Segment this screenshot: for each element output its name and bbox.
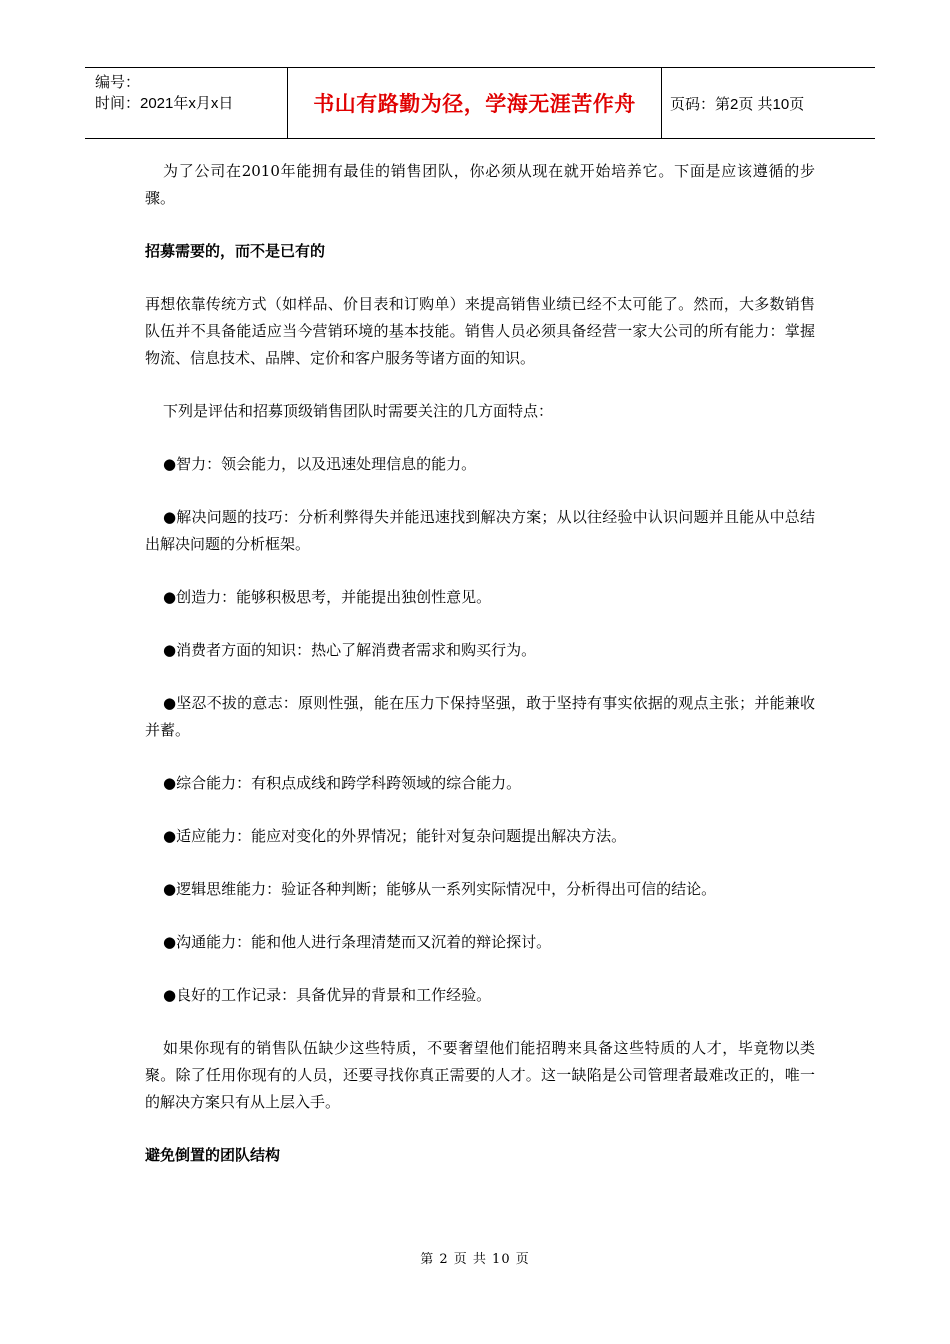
page-header [85, 67, 875, 139]
paragraph-conclusion: 如果你现有的销售队伍缺少这些特质，不要奢望他们能招聘来具备这些特质的人才，毕竟物以类聚。除了任用你现有的人员，还要寻找你真正需要的人才。这一缺陷是公司管理者最难改正的，唯一的解决方案只有从上层入手。 [145, 1039, 815, 1111]
list-item: ●适应能力：能应对变化的外界情况；能针对复杂问题提出解决方法。 [163, 827, 627, 845]
list-item: ●综合能力：有积点成线和跨学科跨领域的综合能力。 [163, 774, 522, 792]
list-item: ●良好的工作记录：具备优异的背景和工作经验。 [163, 986, 492, 1004]
header-meta [85, 68, 287, 138]
number-label: 编号： [95, 74, 141, 91]
header-motto-cell [287, 68, 662, 138]
motto-text: 书山有路勤为径，学海无涯苦作舟 [313, 92, 636, 116]
list-item: ●消费者方面的知识：热心了解消费者需求和购买行为。 [163, 641, 537, 659]
paragraph-traditional: 再想依靠传统方式（如样品、价目表和订购单）来提高销售业绩已经不太可能了。然而，大多数销售队伍并不具备能适应当今营销环境的基本技能。销售人员必须具备经营一家大公司的所有能力：掌握物流、信息技术、品牌、定价和客户服务等诸方面的知识。 [145, 295, 815, 367]
header-page-cell [662, 68, 875, 138]
list-item: ●坚忍不拔的意志：原则性强，能在压力下保持坚强，敢于坚持有事实依据的观点主张；并能兼收并蓄。 [145, 694, 815, 739]
page-info: 页码：第2页 共10页 [670, 95, 805, 113]
section-heading-structure: 避免倒置的团队结构 [145, 1146, 281, 1164]
paragraph-criteria-intro: 下列是评估和招募顶级销售团队时需要关注的几方面特点： [163, 402, 554, 420]
section-heading-recruit: 招募需要的，而不是已有的 [145, 242, 326, 260]
list-item: ●智力：领会能力，以及迅速处理信息的能力。 [163, 455, 477, 473]
time-label: 时间：2021年x月x日 [95, 95, 234, 112]
page-footer: 第 2 页 共 10 页 [420, 1252, 530, 1267]
intro-paragraph: 为了公司在2010年能拥有最佳的销售团队，你必须从现在就开始培养它。下面是应该遵循的步骤。 [145, 162, 815, 207]
list-item: ●创造力：能够积极思考，并能提出独创性意见。 [163, 588, 492, 606]
list-item: ●沟通能力：能和他人进行条理清楚而又沉着的辩论探讨。 [163, 933, 552, 951]
list-item: ●逻辑思维能力：验证各种判断；能够从一系列实际情况中，分析得出可信的结论。 [163, 880, 717, 898]
list-item: ●解决问题的技巧：分析利弊得失并能迅速找到解决方案；从以往经验中认识问题并且能从中总结出解决问题的分析框架。 [145, 508, 815, 553]
document-body [145, 158, 815, 1195]
